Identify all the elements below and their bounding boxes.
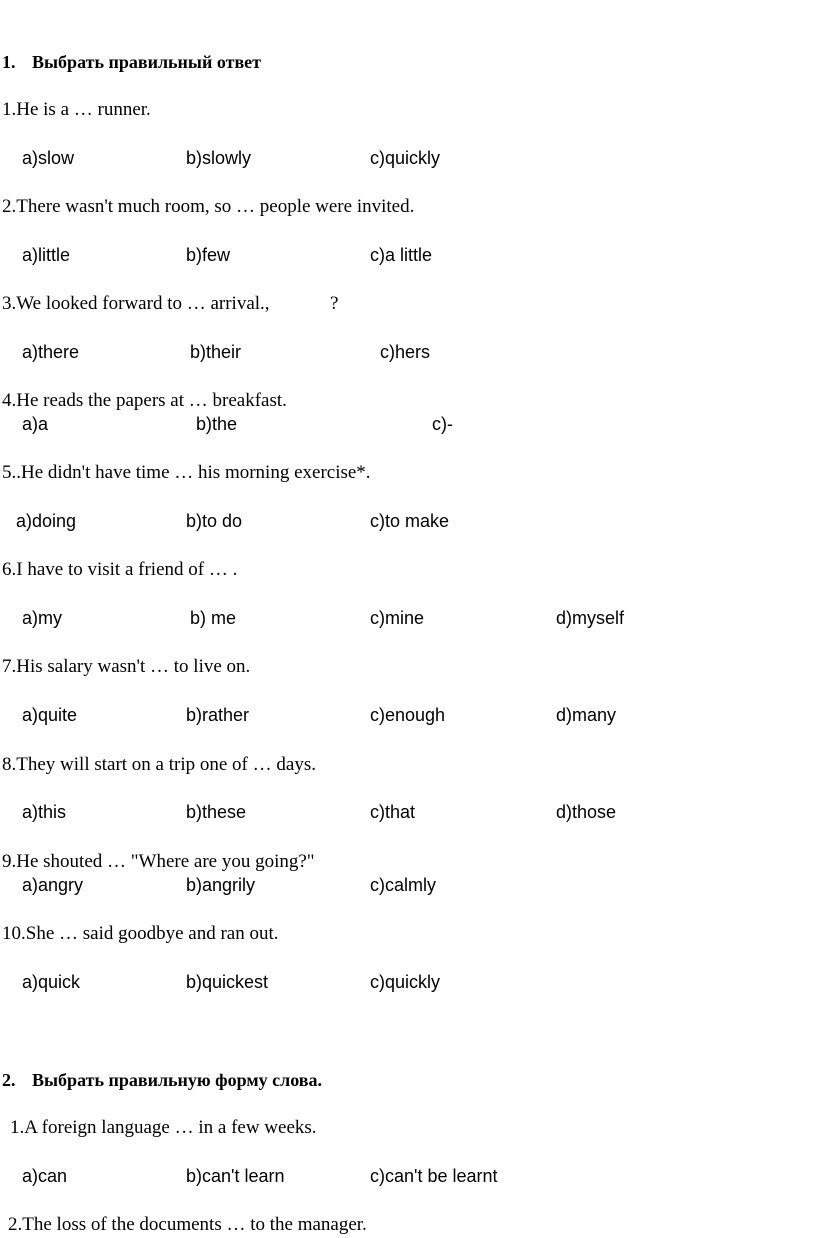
q1-4-option-b: b)the [196, 414, 238, 434]
section-1-title: Выбрать правильный ответ [32, 52, 262, 72]
q1-5-option-c: c)to make [370, 511, 450, 531]
q1-3-option-b: b)their [190, 342, 242, 362]
q1-1-option-b: b)slowly [186, 148, 252, 168]
q1-8-option-b: b)these [186, 802, 247, 822]
q1-9-option-a: a)angry [22, 875, 84, 895]
q1-3-option-c: c)hers [380, 342, 431, 362]
q1-6-option-a: a)my [22, 608, 62, 628]
q1-5-option-b: b)to do [186, 511, 243, 531]
question-1-1: 1.He is a … runner. [2, 99, 151, 120]
q1-9-option-c: c)calmly [370, 875, 436, 895]
section-2-number: 2. [2, 1070, 16, 1090]
q1-10-option-c: c)quickly [370, 972, 441, 992]
question-1-9: 9.He shouted … "Where are you going?" [2, 851, 315, 872]
q1-6-option-c: c)mine [370, 608, 425, 628]
question-1-7: 7.His salary wasn't … to live on. [2, 656, 251, 677]
question-1-8: 8.They will start on a trip one of … days. [2, 754, 316, 775]
section-2-title: Выбрать правильную форму слова. [32, 1070, 322, 1090]
question-1-10: 10.She … said goodbye and ran out. [2, 923, 279, 944]
question-1-6: 6.I have to visit a friend of … . [2, 559, 238, 580]
q1-6-option-d: d)myself [556, 608, 625, 628]
question-1-5: 5..He didn't have time … his morning exercise*. [2, 462, 371, 483]
question-1-3: 3.We looked forward to … arrival., [2, 293, 270, 314]
q2-1-option-c: c)can't be learnt [370, 1166, 498, 1186]
q1-7-option-c: c)enough [370, 705, 446, 725]
q1-3-option-a: a)there [22, 342, 80, 362]
question-2-1: 1.A foreign language … in a few weeks. [10, 1117, 317, 1138]
q1-1-option-c: c)quickly [370, 148, 441, 168]
q1-9-option-b: b)angrily [186, 875, 256, 895]
question-1-3-mark: ? [330, 293, 339, 314]
question-2-2: 2.The loss of the documents … to the manager. [8, 1214, 367, 1235]
q1-2-option-b: b)few [186, 245, 231, 265]
q1-7-option-d: d)many [556, 705, 617, 725]
q1-8-option-c: c)that [370, 802, 416, 822]
q1-2-option-c: c)a little [370, 245, 433, 265]
q1-10-option-b: b)quickest [186, 972, 269, 992]
q1-10-option-a: a)quick [22, 972, 81, 992]
q1-6-option-b: b) me [190, 608, 237, 628]
q1-5-option-a: a)doing [16, 511, 77, 531]
section-1-number: 1. [2, 52, 16, 72]
q2-1-option-b: b)can't learn [186, 1166, 285, 1186]
q1-4-option-a: a)a [22, 414, 49, 434]
question-1-2: 2.There wasn't much room, so … people were invited. [2, 196, 415, 217]
q1-4-option-c: c)- [432, 414, 453, 434]
q1-7-option-a: a)quite [22, 705, 78, 725]
q1-7-option-b: b)rather [186, 705, 250, 725]
q1-8-option-a: a)this [22, 802, 67, 822]
q1-1-option-a: a)slow [22, 148, 75, 168]
q2-1-option-a: a)can [22, 1166, 68, 1186]
question-1-4: 4.He reads the papers at … breakfast. [2, 390, 287, 411]
q1-2-option-a: a)little [22, 245, 71, 265]
q1-8-option-d: d)those [556, 802, 617, 822]
